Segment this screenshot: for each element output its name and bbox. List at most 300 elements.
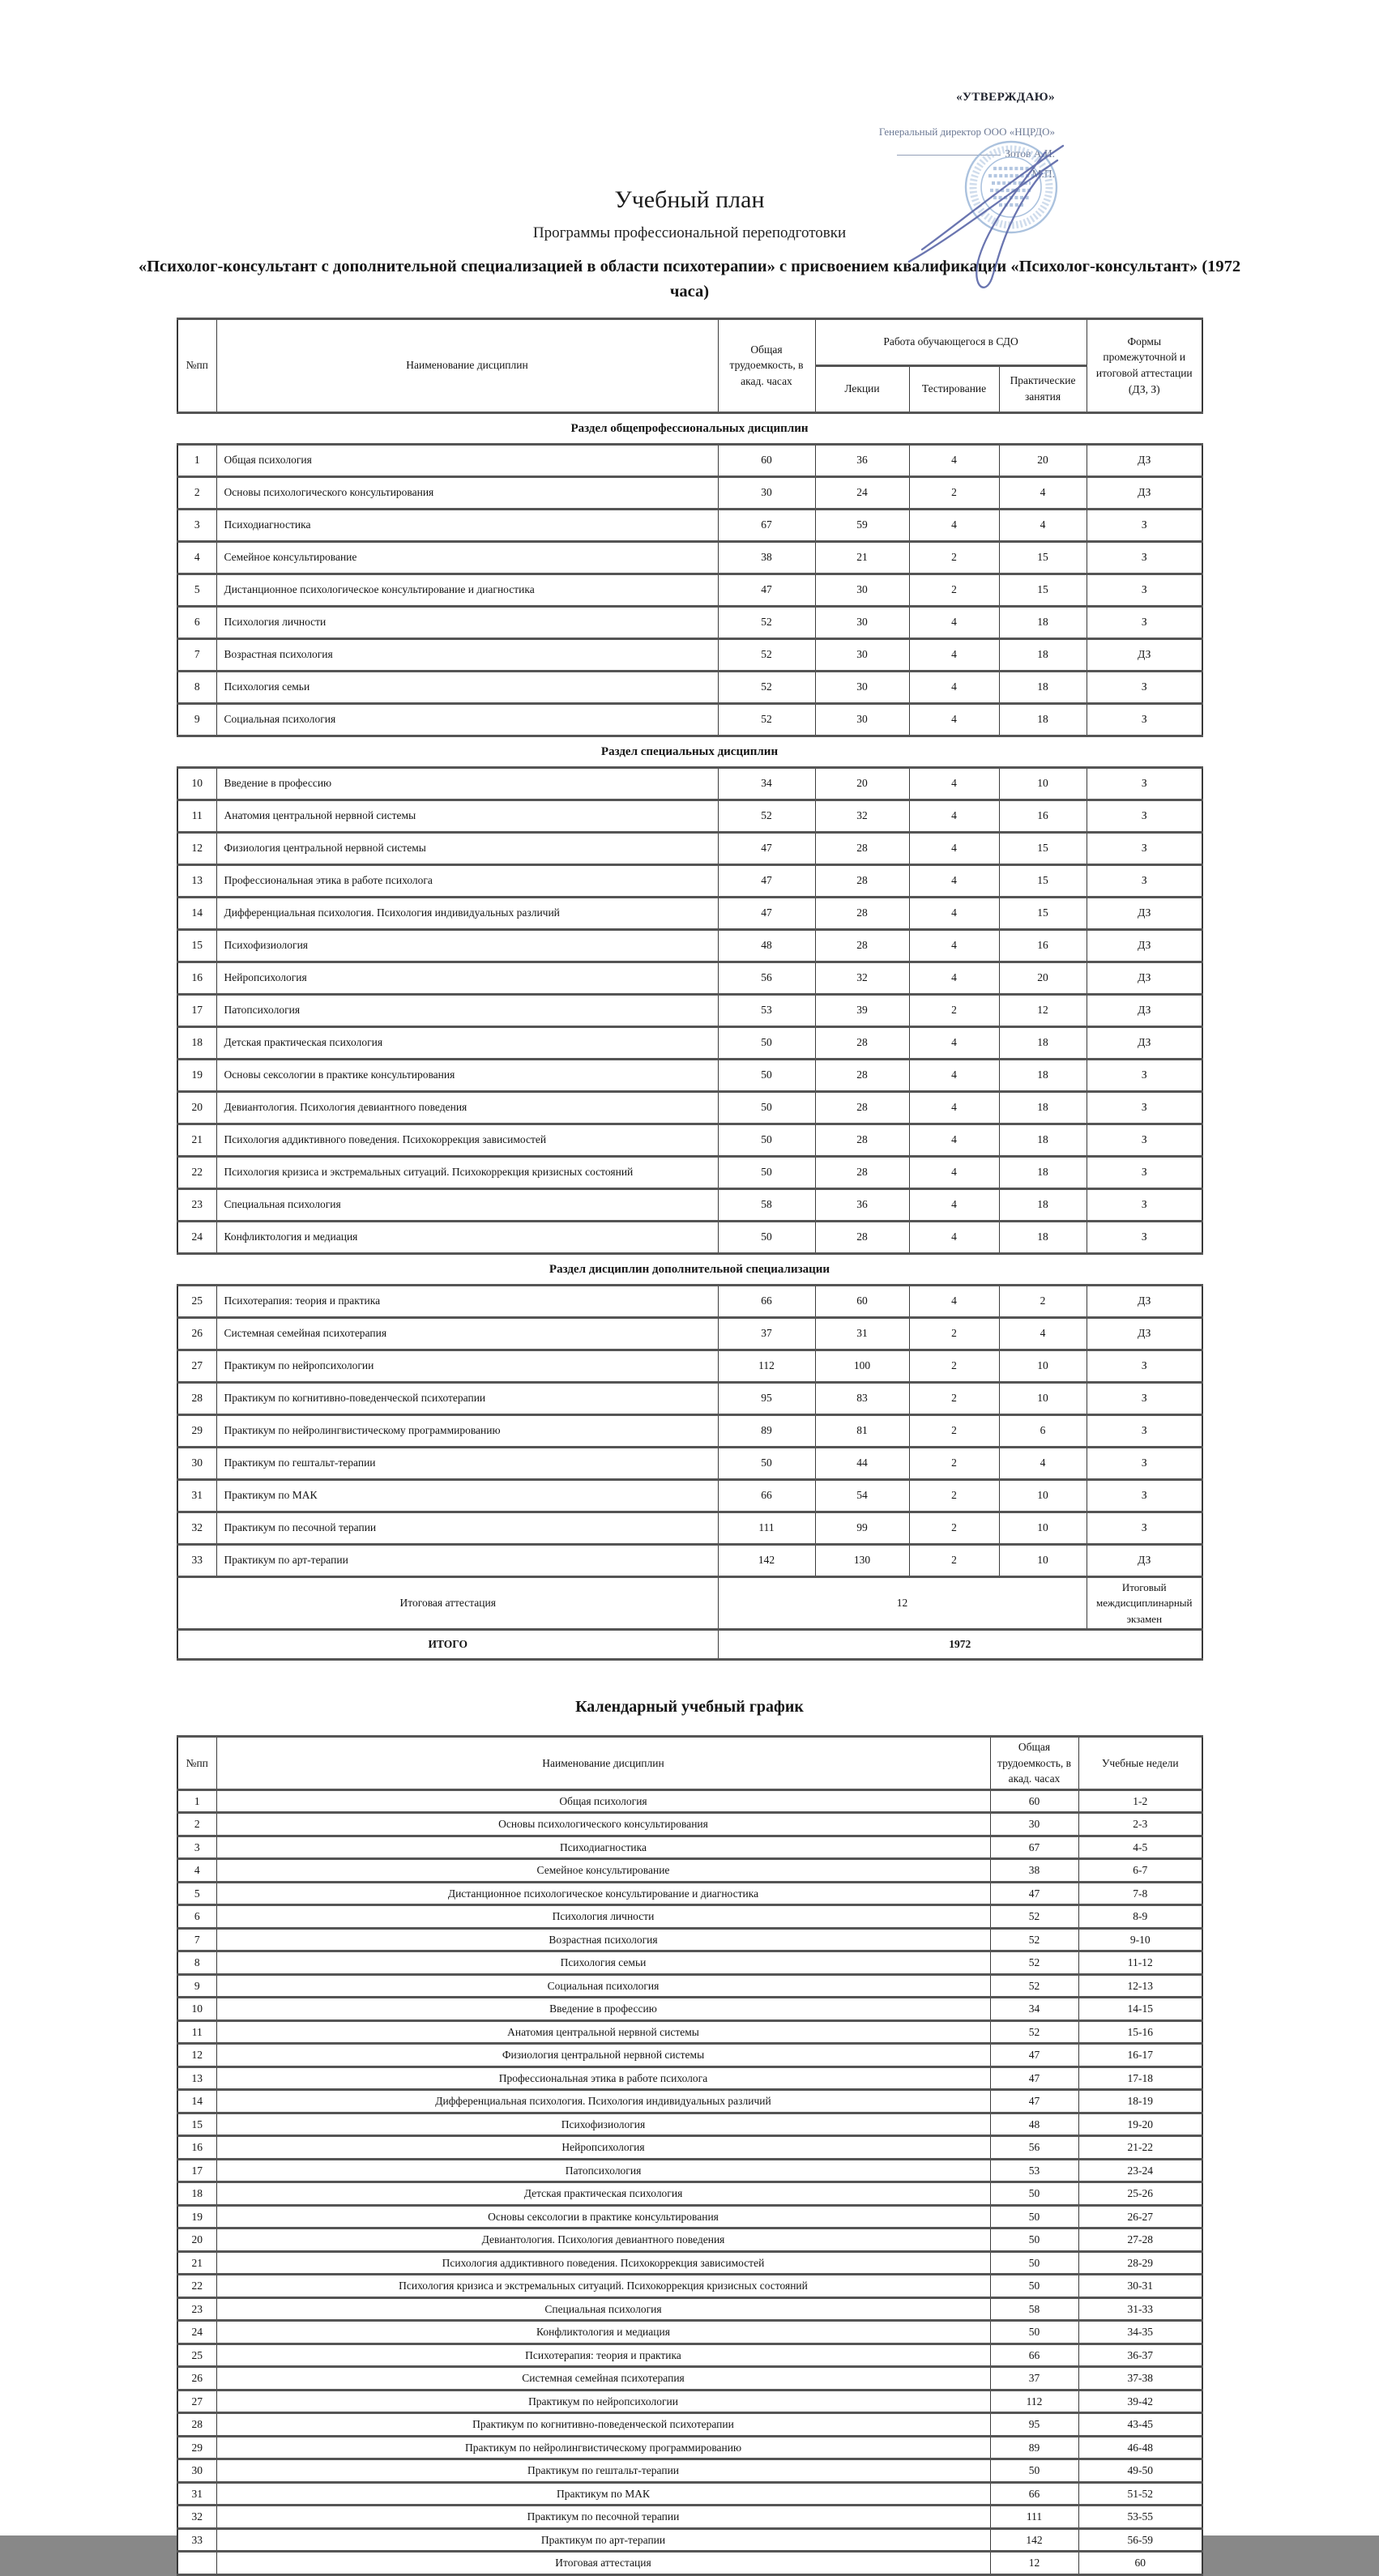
table-cell: 34-35 bbox=[1078, 2321, 1202, 2344]
table-cell: 6 bbox=[177, 1905, 216, 1929]
table-cell: З bbox=[1087, 703, 1202, 736]
table-cell: 4 bbox=[909, 703, 999, 736]
table-row bbox=[177, 574, 1202, 606]
table-row bbox=[177, 1059, 1202, 1091]
table-cell: Основы сексологии в практике консультирования bbox=[216, 1059, 718, 1091]
table-cell: 31 bbox=[177, 2482, 216, 2506]
table-cell: Физиология центральной нервной системы bbox=[216, 2044, 990, 2067]
col-header-name: Наименование дисциплин bbox=[216, 318, 718, 412]
table-cell: 26-27 bbox=[1078, 2205, 1202, 2228]
table-cell: 28 bbox=[815, 1026, 909, 1059]
table-cell: 36-37 bbox=[1078, 2344, 1202, 2367]
table-cell: 21 bbox=[177, 2251, 216, 2275]
table-cell: 17-18 bbox=[1078, 2066, 1202, 2090]
table-cell: ДЗ bbox=[1087, 1544, 1202, 1576]
table-cell: 15-16 bbox=[1078, 2020, 1202, 2044]
table-cell: 39 bbox=[815, 994, 909, 1026]
table-cell: 66 bbox=[718, 1479, 815, 1512]
table-cell: Психология аддиктивного поведения. Психокоррекция зависимостей bbox=[216, 1124, 718, 1156]
table-cell: Практикум по когнитивно-поведенческой психотерапии bbox=[216, 2413, 990, 2437]
table-cell: 18 bbox=[999, 703, 1087, 736]
table-cell: 10 bbox=[177, 1998, 216, 2021]
table-cell: 52 bbox=[718, 800, 815, 832]
table-cell: 25-26 bbox=[1078, 2182, 1202, 2206]
table-cell: 16-17 bbox=[1078, 2044, 1202, 2067]
table-cell: Психодиагностика bbox=[216, 1836, 990, 1859]
table-cell: 18 bbox=[999, 1091, 1087, 1124]
table-cell: 24 bbox=[177, 1221, 216, 1253]
table-cell: 47 bbox=[718, 832, 815, 864]
table-cell: 23 bbox=[177, 2297, 216, 2321]
table-cell: 14 bbox=[177, 897, 216, 929]
table-cell: 46-48 bbox=[1078, 2436, 1202, 2459]
table-cell: 28-29 bbox=[1078, 2251, 1202, 2275]
table-cell: 20 bbox=[177, 2228, 216, 2252]
table-cell: 53 bbox=[718, 994, 815, 1026]
table-cell: 2 bbox=[909, 574, 999, 606]
table-cell: З bbox=[1087, 1059, 1202, 1091]
table-cell: 4 bbox=[909, 864, 999, 897]
document-content bbox=[177, 318, 1202, 2576]
signature-name: Зотов А.И. bbox=[1005, 147, 1055, 160]
table-cell: 47 bbox=[990, 2090, 1078, 2113]
table-cell: 4 bbox=[909, 1059, 999, 1091]
table-cell: 4 bbox=[909, 832, 999, 864]
table-cell: 5 bbox=[177, 1882, 216, 1905]
table-row bbox=[177, 1544, 1202, 1576]
table-cell: 18 bbox=[999, 1221, 1087, 1253]
table-row bbox=[177, 1951, 1202, 1975]
table-cell: Семейное консультирование bbox=[216, 1859, 990, 1883]
table-cell: 2 bbox=[909, 1544, 999, 1576]
table-cell: 18-19 bbox=[1078, 2090, 1202, 2113]
table-cell: 60 bbox=[815, 1285, 909, 1317]
final-attestation-row bbox=[177, 1576, 1202, 1630]
table-cell: Психология кризиса и экстремальных ситуаций. Психокоррекция кризисных состояний bbox=[216, 1156, 718, 1188]
table-cell: 59 bbox=[815, 509, 909, 541]
table-cell: 100 bbox=[815, 1350, 909, 1382]
table-cell: З bbox=[1087, 832, 1202, 864]
table-cell: ДЗ bbox=[1087, 638, 1202, 671]
table-cell: 10 bbox=[999, 1544, 1087, 1576]
table-cell: 10 bbox=[999, 1382, 1087, 1414]
approve-label: «УТВЕРЖДАЮ» bbox=[956, 91, 1055, 104]
table-cell: 15 bbox=[999, 541, 1087, 574]
table-cell: 20 bbox=[999, 962, 1087, 994]
table-cell: 67 bbox=[990, 1836, 1078, 1859]
table-cell: 2 bbox=[909, 1447, 999, 1479]
table-cell: 111 bbox=[718, 1512, 815, 1544]
table-cell: Практикум по арт-терапии bbox=[216, 1544, 718, 1576]
table-cell: Детская практическая психология bbox=[216, 1026, 718, 1059]
table-cell: 9 bbox=[177, 703, 216, 736]
table-row bbox=[177, 2182, 1202, 2206]
table-cell: 24 bbox=[815, 476, 909, 509]
table-cell: З bbox=[1087, 1350, 1202, 1382]
table-row bbox=[177, 2020, 1202, 2044]
table-row bbox=[177, 1882, 1202, 1905]
table-cell: 18 bbox=[999, 671, 1087, 703]
table-cell: 20 bbox=[999, 444, 1087, 476]
table-cell: 28 bbox=[815, 832, 909, 864]
table-cell: ДЗ bbox=[1087, 929, 1202, 962]
table-row bbox=[177, 2528, 1202, 2552]
table-cell: 50 bbox=[990, 2321, 1078, 2344]
calendar-header-row bbox=[177, 1737, 1202, 1790]
table-cell: 30 bbox=[718, 476, 815, 509]
table-cell: 47 bbox=[990, 1882, 1078, 1905]
total-hours: 1972 bbox=[718, 1630, 1202, 1660]
table-cell: 4 bbox=[999, 509, 1087, 541]
table-cell: Профессиональная этика в работе психолога bbox=[216, 864, 718, 897]
table-cell: 28 bbox=[815, 1124, 909, 1156]
table-cell: 47 bbox=[718, 864, 815, 897]
table-cell: 81 bbox=[815, 1414, 909, 1447]
table-cell: 52 bbox=[990, 2020, 1078, 2044]
calendar-table bbox=[177, 1735, 1203, 2576]
table-cell: 32 bbox=[815, 800, 909, 832]
table-cell: 52 bbox=[718, 606, 815, 638]
table-cell: 99 bbox=[815, 1512, 909, 1544]
seal-place-label: М.П. bbox=[1031, 168, 1055, 180]
table-cell: Конфликтология и медиация bbox=[216, 1221, 718, 1253]
table-cell: 8 bbox=[177, 1951, 216, 1975]
table-row bbox=[177, 2390, 1202, 2413]
table-cell: 33 bbox=[177, 1544, 216, 1576]
table-cell: 4 bbox=[909, 897, 999, 929]
calendar-title: Календарный учебный график bbox=[575, 1698, 804, 1716]
table-cell: Профессиональная этика в работе психолога bbox=[216, 2066, 990, 2090]
table-row bbox=[177, 1905, 1202, 1929]
table-cell: 14-15 bbox=[1078, 1998, 1202, 2021]
table-cell: 50 bbox=[990, 2459, 1078, 2483]
table-cell: 30 bbox=[815, 671, 909, 703]
table-cell: З bbox=[1087, 1124, 1202, 1156]
table-cell: 52 bbox=[990, 1951, 1078, 1975]
total-label: ИТОГО bbox=[177, 1630, 718, 1660]
table-row bbox=[177, 1998, 1202, 2021]
table-cell: 52 bbox=[718, 671, 815, 703]
table-row bbox=[177, 1789, 1202, 1813]
table-cell: 32 bbox=[177, 1512, 216, 1544]
table-cell: ДЗ bbox=[1087, 444, 1202, 476]
table-cell: 60 bbox=[718, 444, 815, 476]
table-cell: 4 bbox=[909, 509, 999, 541]
table-cell: 49-50 bbox=[1078, 2459, 1202, 2483]
table-cell: 4 bbox=[909, 962, 999, 994]
table-cell: Практикум по гештальт-терапии bbox=[216, 2459, 990, 2483]
table-cell: 28 bbox=[815, 1091, 909, 1124]
table-cell: 2 bbox=[909, 994, 999, 1026]
table-cell: З bbox=[1087, 574, 1202, 606]
table-cell: З bbox=[1087, 1479, 1202, 1512]
table-cell: 43-45 bbox=[1078, 2413, 1202, 2437]
table-cell: Практикум по когнитивно-поведенческой психотерапии bbox=[216, 1382, 718, 1414]
table-cell: ДЗ bbox=[1087, 897, 1202, 929]
table-cell: 28 bbox=[177, 2413, 216, 2437]
table-cell: 8-9 bbox=[1078, 1905, 1202, 1929]
table-row bbox=[177, 1124, 1202, 1156]
table-cell: Социальная психология bbox=[216, 703, 718, 736]
table-cell: Практикум по МАК bbox=[216, 2482, 990, 2506]
table-cell: Основы психологического консультирования bbox=[216, 1813, 990, 1836]
table-row bbox=[177, 2275, 1202, 2298]
table-cell: 9-10 bbox=[1078, 1928, 1202, 1951]
table-cell: 36 bbox=[815, 1188, 909, 1221]
curriculum-section-additional-table bbox=[177, 1284, 1203, 1661]
table-cell: 10 bbox=[177, 767, 216, 800]
curriculum-section-general-table bbox=[177, 443, 1203, 737]
table-cell: 4 bbox=[909, 1285, 999, 1317]
table-cell: 20 bbox=[177, 1091, 216, 1124]
table-row bbox=[177, 1928, 1202, 1951]
table-cell: 16 bbox=[177, 962, 216, 994]
company-seal-stamp bbox=[907, 96, 1151, 314]
table-cell: 37 bbox=[990, 2367, 1078, 2390]
table-cell: 38 bbox=[718, 541, 815, 574]
document-subtitle: Программы профессиональной переподготовки bbox=[532, 224, 847, 241]
table-cell: 24 bbox=[177, 2321, 216, 2344]
table-cell: 15 bbox=[999, 897, 1087, 929]
table-cell: 48 bbox=[718, 929, 815, 962]
table-cell: 4 bbox=[909, 606, 999, 638]
table-cell: 22 bbox=[177, 2275, 216, 2298]
table-row bbox=[177, 832, 1202, 864]
table-cell: ДЗ bbox=[1087, 1026, 1202, 1059]
table-cell: Введение в профессию bbox=[216, 1998, 990, 2021]
table-cell: 4 bbox=[999, 476, 1087, 509]
table-cell: 111 bbox=[990, 2506, 1078, 2529]
table-cell: 50 bbox=[990, 2228, 1078, 2252]
table-cell: 27-28 bbox=[1078, 2228, 1202, 2252]
table-cell: 2 bbox=[999, 1285, 1087, 1317]
table-cell: 30-31 bbox=[1078, 2275, 1202, 2298]
col-header-num: №пп bbox=[177, 318, 216, 412]
table-row bbox=[177, 1512, 1202, 1544]
table-cell: 6-7 bbox=[1078, 1859, 1202, 1883]
section-title-additional: Раздел дисциплин дополнительной специализации bbox=[549, 1262, 830, 1276]
table-cell: 33 bbox=[177, 2528, 216, 2552]
table-cell: 2 bbox=[909, 1382, 999, 1414]
table-cell: Психотерапия: теория и практика bbox=[216, 1285, 718, 1317]
table-cell: 32 bbox=[815, 962, 909, 994]
table-cell: Дифференциальная психология. Психология индивидуальных различий bbox=[216, 2090, 990, 2113]
table-cell: 18 bbox=[999, 1026, 1087, 1059]
table-cell: ДЗ bbox=[1087, 962, 1202, 994]
table-cell: З bbox=[1087, 767, 1202, 800]
table-cell: З bbox=[1087, 606, 1202, 638]
table-row bbox=[177, 703, 1202, 736]
table-row bbox=[177, 897, 1202, 929]
table-cell: Психология личности bbox=[216, 606, 718, 638]
table-cell: 4-5 bbox=[1078, 1836, 1202, 1859]
table-cell: Патопсихология bbox=[216, 994, 718, 1026]
table-cell: 12 bbox=[999, 994, 1087, 1026]
table-cell: 4 bbox=[909, 1156, 999, 1188]
table-row bbox=[177, 994, 1202, 1026]
program-title: «Психолог-консультант с дополнительной специализацией в области психотерапии» с присвоением квалификации «Психолог-консультант» (1972 часа) bbox=[138, 258, 1241, 301]
table-cell: ДЗ bbox=[1087, 994, 1202, 1026]
table-cell: Нейропсихология bbox=[216, 2136, 990, 2160]
table-row bbox=[177, 1026, 1202, 1059]
table-cell: 14 bbox=[177, 2090, 216, 2113]
table-cell: 25 bbox=[177, 1285, 216, 1317]
table-cell: 30 bbox=[990, 1813, 1078, 1836]
table-cell: З bbox=[1087, 800, 1202, 832]
table-cell: Общая психология bbox=[216, 1789, 990, 1813]
table-cell: 4 bbox=[177, 541, 216, 574]
table-cell: 18 bbox=[999, 1156, 1087, 1188]
table-cell: 15 bbox=[999, 864, 1087, 897]
table-cell: 2 bbox=[909, 1317, 999, 1350]
table-cell: 52 bbox=[718, 703, 815, 736]
table-cell: Нейропсихология bbox=[216, 962, 718, 994]
document-title: Учебный план bbox=[614, 186, 765, 213]
table-cell: 2-3 bbox=[1078, 1813, 1202, 1836]
table-row bbox=[177, 1414, 1202, 1447]
table-cell: 66 bbox=[990, 2482, 1078, 2506]
table-cell: Детская практическая психология bbox=[216, 2182, 990, 2206]
table-cell: 37-38 bbox=[1078, 2367, 1202, 2390]
table-row bbox=[177, 1447, 1202, 1479]
table-cell: 47 bbox=[718, 574, 815, 606]
table-cell: 17 bbox=[177, 2159, 216, 2182]
calendar-final-hours: 12 bbox=[990, 2552, 1078, 2575]
table-cell: 142 bbox=[718, 1544, 815, 1576]
table-row bbox=[177, 1813, 1202, 1836]
table-cell: Психология семьи bbox=[216, 671, 718, 703]
table-cell: Социальная психология bbox=[216, 1974, 990, 1998]
table-row bbox=[177, 1859, 1202, 1883]
table-cell: Психология аддиктивного поведения. Психокоррекция зависимостей bbox=[216, 2251, 990, 2275]
table-cell: 50 bbox=[718, 1124, 815, 1156]
table-row bbox=[177, 1188, 1202, 1221]
table-cell: 2 bbox=[909, 541, 999, 574]
table-cell: 29 bbox=[177, 2436, 216, 2459]
table-cell: 50 bbox=[990, 2205, 1078, 2228]
table-cell: 3 bbox=[177, 509, 216, 541]
table-cell: Патопсихология bbox=[216, 2159, 990, 2182]
table-cell: 13 bbox=[177, 2066, 216, 2090]
table-cell: Практикум по нейропсихологии bbox=[216, 2390, 990, 2413]
table-row bbox=[177, 2113, 1202, 2136]
table-row bbox=[177, 1350, 1202, 1382]
table-cell: 4 bbox=[909, 1221, 999, 1253]
table-cell: 58 bbox=[990, 2297, 1078, 2321]
table-row bbox=[177, 2066, 1202, 2090]
table-cell: Анатомия центральной нервной системы bbox=[216, 2020, 990, 2044]
table-cell: 52 bbox=[990, 1905, 1078, 1929]
table-cell: З bbox=[1087, 1188, 1202, 1221]
table-cell: 66 bbox=[990, 2344, 1078, 2367]
final-attestation-label: Итоговая аттестация bbox=[177, 1576, 718, 1630]
table-row bbox=[177, 1974, 1202, 1998]
table-cell: 50 bbox=[990, 2182, 1078, 2206]
table-cell: 25 bbox=[177, 2344, 216, 2367]
table-row bbox=[177, 1836, 1202, 1859]
table-cell: Конфликтология и медиация bbox=[216, 2321, 990, 2344]
table-cell: Дистанционное психологическое консультирование и диагностика bbox=[216, 1882, 990, 1905]
table-cell: 15 bbox=[177, 929, 216, 962]
table-cell: 4 bbox=[909, 929, 999, 962]
table-row bbox=[177, 476, 1202, 509]
table-cell: 19-20 bbox=[1078, 2113, 1202, 2136]
table-cell: 12 bbox=[177, 832, 216, 864]
table-cell: 6 bbox=[999, 1414, 1087, 1447]
table-cell: 19 bbox=[177, 1059, 216, 1091]
table-cell: 2 bbox=[909, 476, 999, 509]
table-cell: 89 bbox=[990, 2436, 1078, 2459]
table-cell: 18 bbox=[999, 638, 1087, 671]
table-cell: ДЗ bbox=[1087, 1285, 1202, 1317]
table-row bbox=[177, 606, 1202, 638]
table-cell: З bbox=[1087, 1221, 1202, 1253]
table-row bbox=[177, 1479, 1202, 1512]
table-cell: 31 bbox=[177, 1479, 216, 1512]
table-cell: Девиантология. Психология девиантного поведения bbox=[216, 1091, 718, 1124]
calendar-col-name: Наименование дисциплин bbox=[216, 1737, 990, 1790]
table-cell: 11 bbox=[177, 2020, 216, 2044]
table-cell: 3 bbox=[177, 1836, 216, 1859]
director-line: Генеральный директор ООО «НЦРДО» bbox=[878, 126, 1055, 138]
table-cell: З bbox=[1087, 1382, 1202, 1414]
calendar-col-num: №пп bbox=[177, 1737, 216, 1790]
table-cell: 28 bbox=[815, 1156, 909, 1188]
table-cell: 15 bbox=[999, 574, 1087, 606]
table-row bbox=[177, 2413, 1202, 2437]
final-attestation-hours: 12 bbox=[718, 1576, 1087, 1630]
table-row bbox=[177, 2344, 1202, 2367]
table-cell: 37 bbox=[718, 1317, 815, 1350]
table-cell: 4 bbox=[909, 1026, 999, 1059]
table-cell: 18 bbox=[177, 1026, 216, 1059]
total-row bbox=[177, 1630, 1202, 1660]
table-cell: 7 bbox=[177, 638, 216, 671]
table-row bbox=[177, 541, 1202, 574]
table-row bbox=[177, 2205, 1202, 2228]
table-cell: 4 bbox=[909, 1188, 999, 1221]
table-cell: 47 bbox=[990, 2066, 1078, 2090]
table-cell: 18 bbox=[999, 1059, 1087, 1091]
table-row bbox=[177, 2482, 1202, 2506]
table-row bbox=[177, 2297, 1202, 2321]
table-cell: 36 bbox=[815, 444, 909, 476]
table-cell: Дистанционное психологическое консультирование и диагностика bbox=[216, 574, 718, 606]
table-cell: 2 bbox=[909, 1512, 999, 1544]
table-cell: 10 bbox=[999, 1350, 1087, 1382]
table-cell: Психология кризиса и экстремальных ситуаций. Психокоррекция кризисных состояний bbox=[216, 2275, 990, 2298]
table-cell: Специальная психология bbox=[216, 2297, 990, 2321]
calendar-col-weeks: Учебные недели bbox=[1078, 1737, 1202, 1790]
table-cell: 29 bbox=[177, 1414, 216, 1447]
table-cell: 23-24 bbox=[1078, 2159, 1202, 2182]
final-attestation-form: Итоговый междисциплинарный экзамен bbox=[1087, 1576, 1202, 1630]
table-row bbox=[177, 2090, 1202, 2113]
table-cell: 15 bbox=[177, 2113, 216, 2136]
table-cell: 21-22 bbox=[1078, 2136, 1202, 2160]
table-cell: ДЗ bbox=[1087, 476, 1202, 509]
table-cell: 10 bbox=[999, 1512, 1087, 1544]
table-cell: З bbox=[1087, 1091, 1202, 1124]
table-cell: З bbox=[1087, 1512, 1202, 1544]
table-cell: Семейное консультирование bbox=[216, 541, 718, 574]
table-cell: 30 bbox=[815, 606, 909, 638]
table-row bbox=[177, 1382, 1202, 1414]
table-cell: З bbox=[1087, 864, 1202, 897]
table-cell: 10 bbox=[999, 767, 1087, 800]
table-cell: Системная семейная психотерапия bbox=[216, 1317, 718, 1350]
table-cell: 4 bbox=[999, 1317, 1087, 1350]
